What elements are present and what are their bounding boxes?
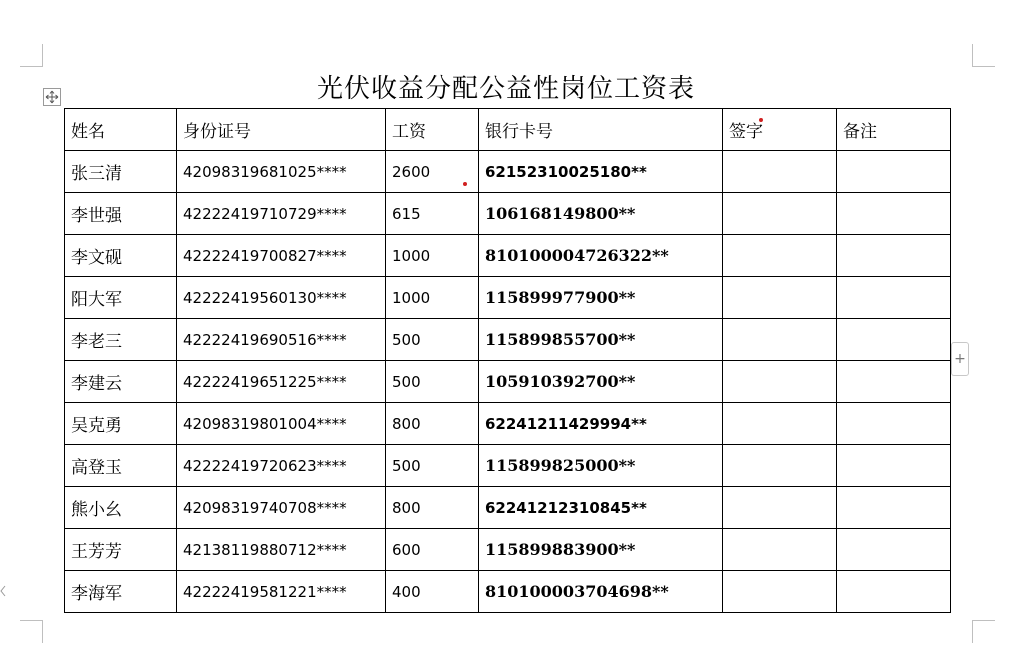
- cell-bank-card[interactable]: 105910392700**: [479, 361, 723, 403]
- cell-wage[interactable]: 500: [386, 445, 479, 487]
- chevron-left-icon: [0, 585, 6, 597]
- cell-wage[interactable]: 1000: [386, 277, 479, 319]
- table-row: [65, 277, 951, 319]
- cell-signature[interactable]: [723, 319, 837, 361]
- document-title: 光伏收益分配公益性岗位工资表: [316, 74, 695, 104]
- table-row: [65, 151, 951, 193]
- table-row: [65, 529, 951, 571]
- cell-wage[interactable]: 2600: [386, 151, 479, 193]
- add-column-button[interactable]: [951, 342, 969, 376]
- edit-marker-dot: [463, 182, 467, 186]
- cell-remarks[interactable]: [837, 403, 951, 445]
- cell-remarks[interactable]: [837, 487, 951, 529]
- cell-remarks[interactable]: [837, 361, 951, 403]
- cell-id-number[interactable]: 42098319801004****: [177, 403, 386, 445]
- cell-signature[interactable]: [723, 361, 837, 403]
- cell-remarks[interactable]: [837, 235, 951, 277]
- cell-id-number[interactable]: 42222419720623****: [177, 445, 386, 487]
- cell-wage[interactable]: 500: [386, 361, 479, 403]
- cell-bank-card[interactable]: 115899855700**: [479, 319, 723, 361]
- cell-signature[interactable]: [723, 445, 837, 487]
- cell-bank-card[interactable]: 115899883900**: [479, 529, 723, 571]
- page-corner-mark-bottom-left: [20, 620, 43, 643]
- cell-bank-card[interactable]: 62241212310845**: [479, 487, 723, 529]
- cell-remarks[interactable]: [837, 529, 951, 571]
- cell-wage[interactable]: 800: [386, 403, 479, 445]
- cell-name[interactable]: 高登玉: [65, 445, 177, 487]
- header-name[interactable]: 姓名: [65, 109, 177, 151]
- cell-signature[interactable]: [723, 487, 837, 529]
- cell-wage[interactable]: 1000: [386, 235, 479, 277]
- cell-id-number[interactable]: 42098319740708****: [177, 487, 386, 529]
- plus-icon: +: [954, 351, 966, 367]
- cell-id-number[interactable]: 42222419710729****: [177, 193, 386, 235]
- cell-bank-card[interactable]: 810100004726322**: [479, 235, 723, 277]
- cell-remarks[interactable]: [837, 151, 951, 193]
- cell-name[interactable]: 阳大军: [65, 277, 177, 319]
- table-row: [65, 193, 951, 235]
- cell-bank-card[interactable]: 62241211429994**: [479, 403, 723, 445]
- cell-signature[interactable]: [723, 151, 837, 193]
- table-header-row: [65, 109, 951, 151]
- cell-wage[interactable]: 500: [386, 319, 479, 361]
- cell-id-number[interactable]: 42222419690516****: [177, 319, 386, 361]
- page-corner-mark-top-left: [20, 44, 43, 67]
- cell-remarks[interactable]: [837, 319, 951, 361]
- cell-signature[interactable]: [723, 403, 837, 445]
- cell-name[interactable]: 李老三: [65, 319, 177, 361]
- cell-name[interactable]: 李海军: [65, 571, 177, 613]
- table-row: [65, 361, 951, 403]
- cell-name[interactable]: 李世强: [65, 193, 177, 235]
- cell-signature[interactable]: [723, 571, 837, 613]
- table-row: [65, 571, 951, 613]
- cell-name[interactable]: 李建云: [65, 361, 177, 403]
- cell-bank-card[interactable]: 810100003704698**: [479, 571, 723, 613]
- page-corner-mark-bottom-right: [972, 620, 995, 643]
- cell-bank-card[interactable]: 62152310025180**: [479, 151, 723, 193]
- header-signature[interactable]: 签字: [723, 109, 837, 151]
- table-row: [65, 235, 951, 277]
- salary-table: [64, 108, 951, 613]
- table-row: [65, 403, 951, 445]
- cell-bank-card[interactable]: 115899825000**: [479, 445, 723, 487]
- cell-wage[interactable]: 400: [386, 571, 479, 613]
- cell-remarks[interactable]: [837, 445, 951, 487]
- page-corner-mark-top-right: [972, 44, 995, 67]
- cell-signature[interactable]: [723, 235, 837, 277]
- header-id-number[interactable]: 身份证号: [177, 109, 386, 151]
- cell-signature[interactable]: [723, 277, 837, 319]
- cell-id-number[interactable]: 42222419560130****: [177, 277, 386, 319]
- cell-bank-card[interactable]: 106168149800**: [479, 193, 723, 235]
- cell-name[interactable]: 熊小幺: [65, 487, 177, 529]
- cell-signature[interactable]: [723, 529, 837, 571]
- cell-id-number[interactable]: 42138119880712****: [177, 529, 386, 571]
- cell-signature[interactable]: [723, 193, 837, 235]
- cell-bank-card[interactable]: 115899977900**: [479, 277, 723, 319]
- cell-name[interactable]: 张三清: [65, 151, 177, 193]
- header-bank-card[interactable]: 银行卡号: [479, 109, 723, 151]
- cell-wage[interactable]: 615: [386, 193, 479, 235]
- table-row: [65, 487, 951, 529]
- header-remarks[interactable]: 备注: [837, 109, 951, 151]
- cell-name[interactable]: 王芳芳: [65, 529, 177, 571]
- cell-name[interactable]: 李文砚: [65, 235, 177, 277]
- cell-wage[interactable]: 600: [386, 529, 479, 571]
- cell-wage[interactable]: 800: [386, 487, 479, 529]
- cell-remarks[interactable]: [837, 277, 951, 319]
- header-wage[interactable]: 工资: [386, 109, 479, 151]
- cell-remarks[interactable]: [837, 193, 951, 235]
- cell-id-number[interactable]: 42222419581221****: [177, 571, 386, 613]
- edit-marker-dot: [759, 118, 763, 122]
- table-row: [65, 319, 951, 361]
- cell-id-number[interactable]: 42222419700827****: [177, 235, 386, 277]
- cell-name[interactable]: 吴克勇: [65, 403, 177, 445]
- table-row: [65, 445, 951, 487]
- cell-id-number[interactable]: 42222419651225****: [177, 361, 386, 403]
- cell-remarks[interactable]: [837, 571, 951, 613]
- cell-id-number[interactable]: 42098319681025****: [177, 151, 386, 193]
